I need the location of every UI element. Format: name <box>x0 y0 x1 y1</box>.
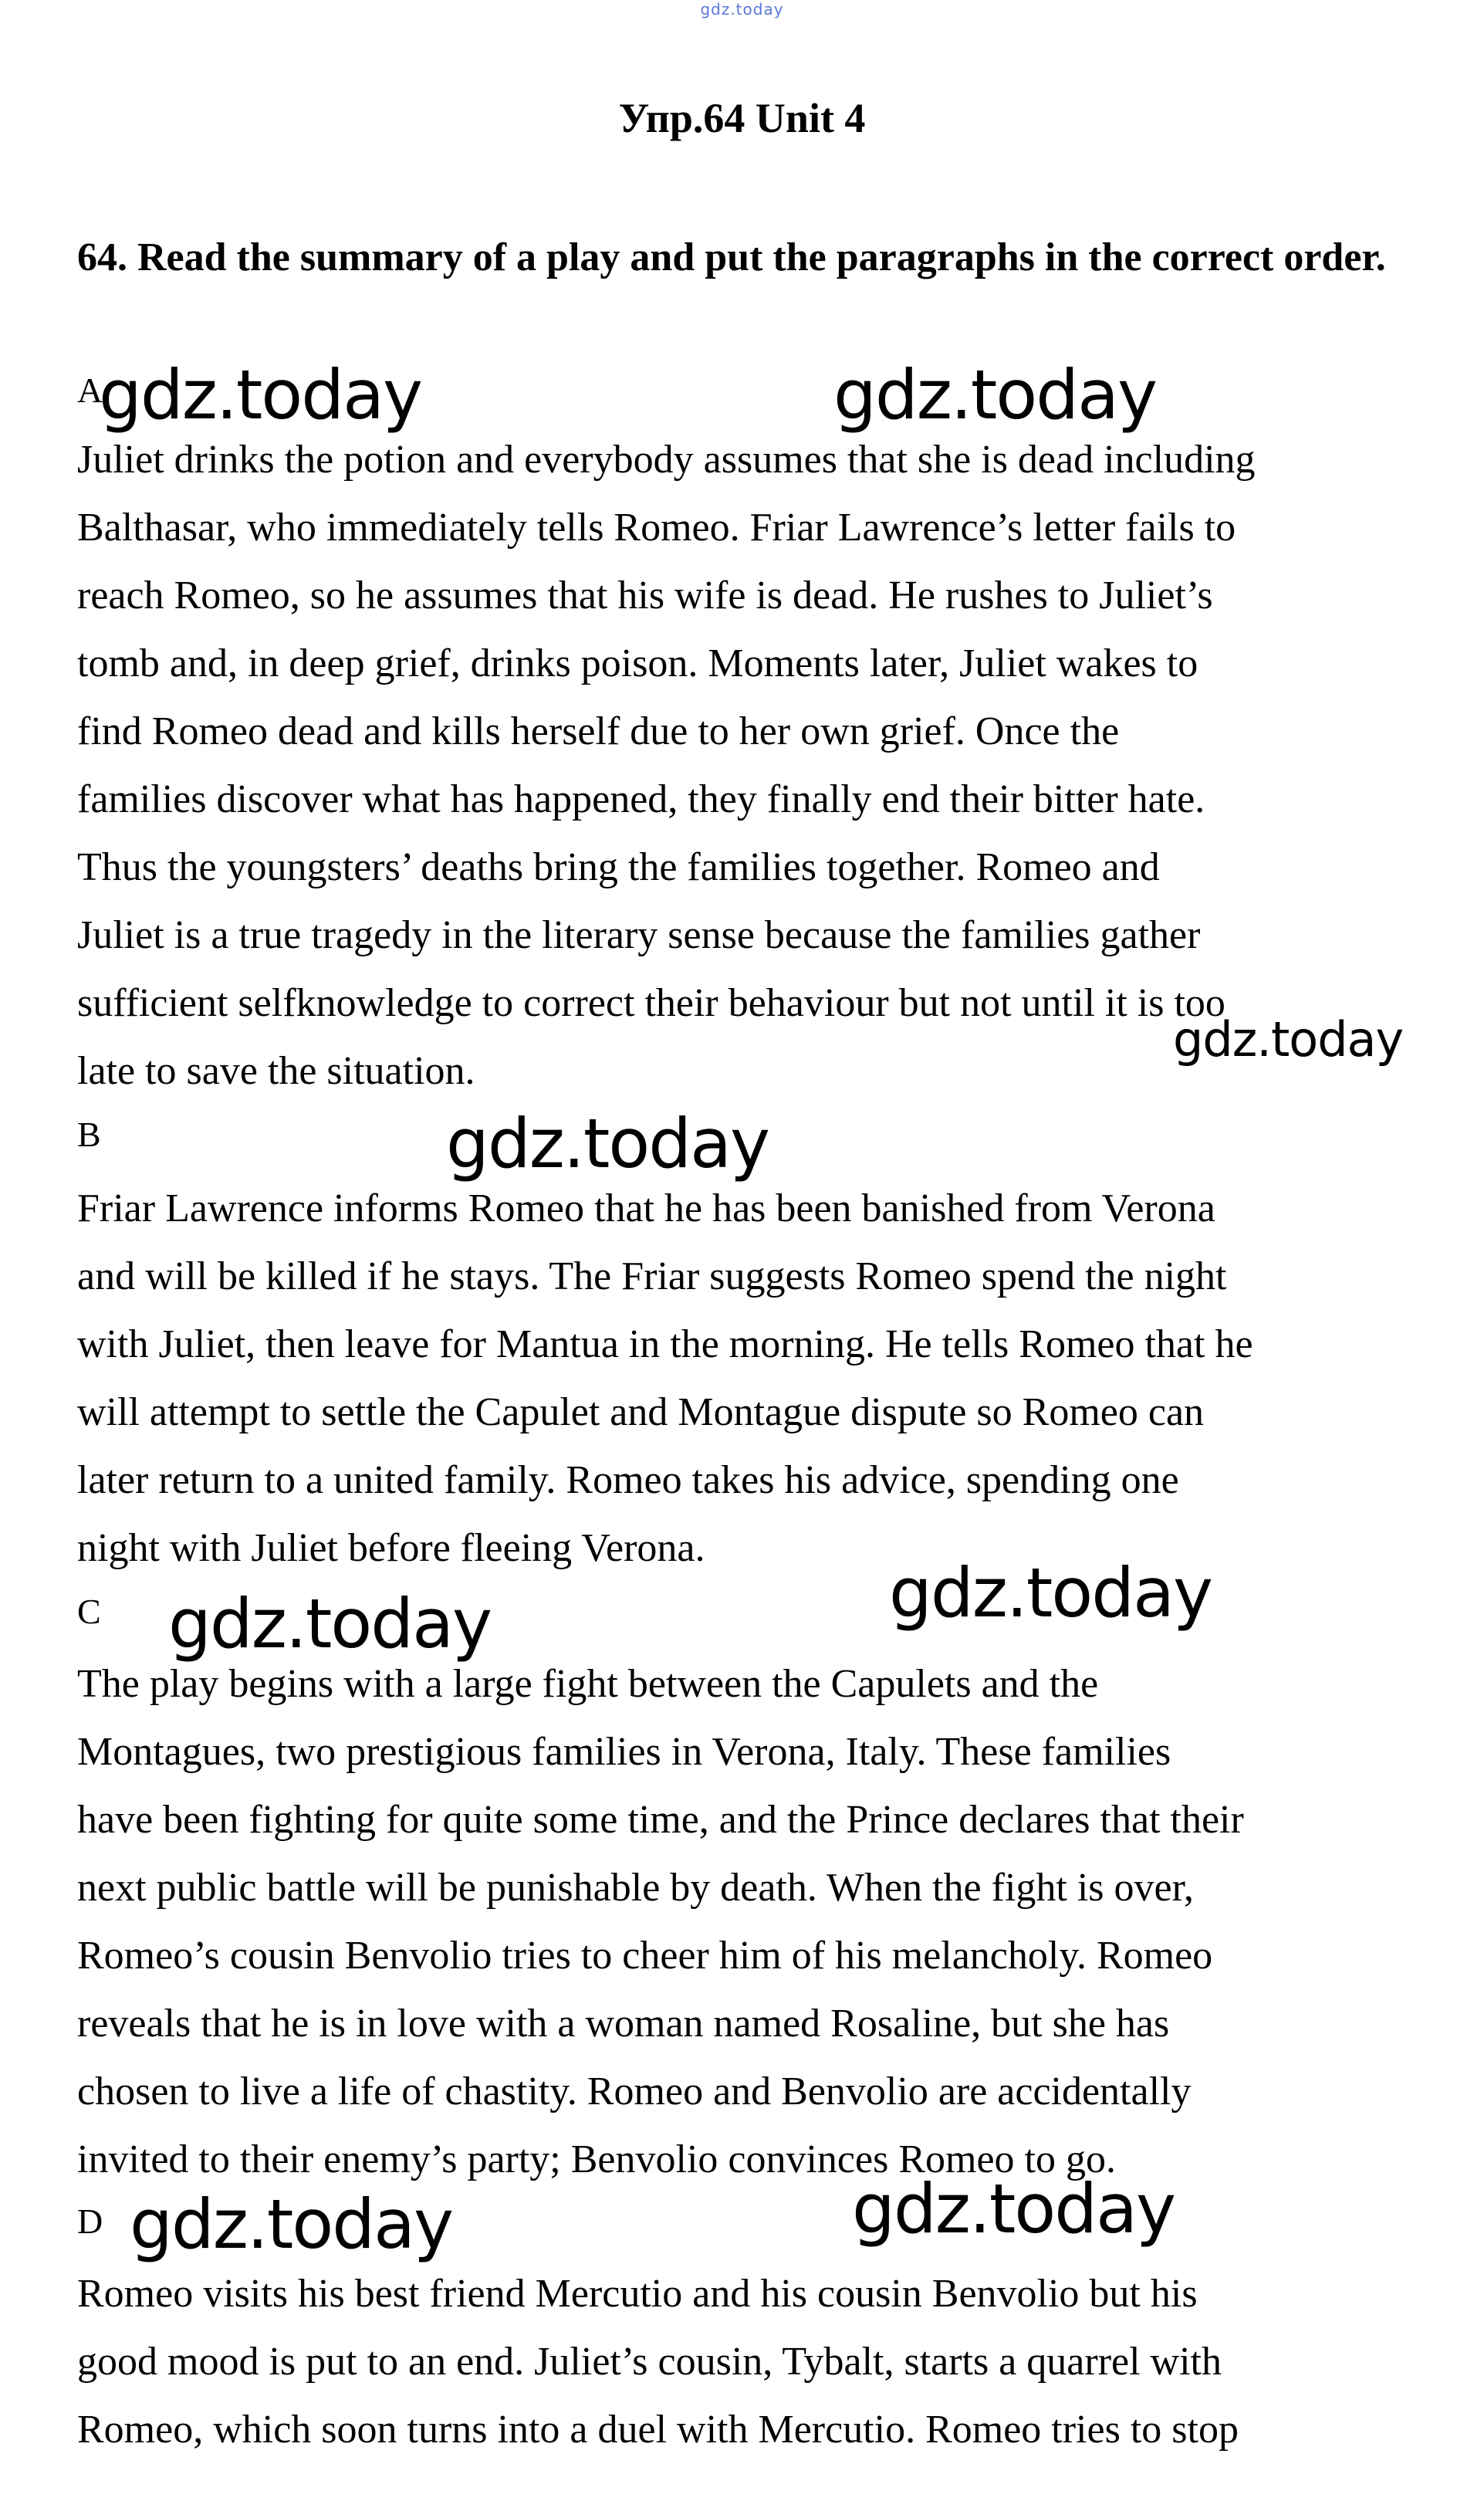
paragraph-line: with Juliet, then leave for Mantua in the morning. He tells Romeo that he <box>77 1322 1253 1366</box>
paragraph-line: night with Juliet before fleeing Verona. <box>77 1526 705 1570</box>
paragraph-c <box>77 1650 1435 2194</box>
paragraph-line: good mood is put to an end. Juliet’s cousin, Tybalt, starts a quarrel with <box>77 2340 1222 2384</box>
paragraph-line: The play begins with a large fight between the Capulets and the <box>77 1662 1099 1706</box>
paragraph-line: have been fighting for quite some time, and the Prince declares that their <box>77 1798 1244 1842</box>
paragraph-letter-c: C <box>77 1592 101 1631</box>
paragraph-d <box>77 2260 1435 2464</box>
paragraph-line: Romeo, which soon turns into a duel with Mercutio. Romeo tries to stop <box>77 2408 1239 2452</box>
paragraph-line: Juliet is a true tragedy in the literary sense because the families gather <box>77 913 1201 957</box>
paragraph-line: Thus the youngsters’ deaths bring the families together. Romeo and <box>77 845 1160 889</box>
site-label: gdz.today <box>700 0 784 19</box>
paragraph-line: Montagues, two prestigious families in Verona, Italy. These families <box>77 1730 1171 1774</box>
watermark: gdz.today <box>889 1553 1212 1633</box>
paragraph-line: next public battle will be punishable by death. When the fight is over, <box>77 1866 1194 1910</box>
paragraph-line: families discover what has happened, they finally end their bitter hate. <box>77 777 1205 821</box>
paragraph-line: reveals that he is in love with a woman named Rosaline, but she has <box>77 2002 1170 2046</box>
paragraph-line: find Romeo dead and kills herself due to her own grief. Once the <box>77 709 1120 753</box>
paragraph-line: will attempt to settle the Capulet and Montague dispute so Romeo can <box>77 1390 1205 1434</box>
paragraph-line: later return to a united family. Romeo takes his advice, spending one <box>77 1458 1179 1502</box>
paragraph-line: Friar Lawrence informs Romeo that he has been banished from Verona <box>77 1186 1215 1230</box>
watermark: gdz.today <box>130 2185 453 2264</box>
watermark: gdz.today <box>1173 1011 1404 1068</box>
watermark: gdz.today <box>168 1584 492 1663</box>
paragraph-line: and will be killed if he stays. The Friar suggests Romeo spend the night <box>77 1254 1227 1298</box>
paragraph-line: chosen to live a life of chastity. Romeo and Benvolio are accidentally <box>77 2070 1192 2114</box>
watermark: gdz.today <box>446 1104 769 1183</box>
paragraph-letter-a: A <box>77 371 103 410</box>
paragraph-line: Balthasar, who immediately tells Romeo. Friar Lawrence’s letter fails to <box>77 506 1236 550</box>
task-instruction: 64. Read the summary of a play and put the paragraphs in the correct order. <box>77 235 1386 279</box>
paragraph-line: tomb and, in deep grief, drinks poison. Moments later, Juliet wakes to <box>77 641 1198 685</box>
paragraph-line: Romeo visits his best friend Mercutio and his cousin Benvolio but his <box>77 2272 1198 2316</box>
page-title: Упр.64 Unit 4 <box>618 95 866 141</box>
paragraph-line: Juliet drinks the potion and everybody assumes that she is dead including <box>77 438 1256 482</box>
paragraph-a <box>77 426 1435 1105</box>
watermark: gdz.today <box>852 2169 1175 2249</box>
watermark: gdz.today <box>833 355 1157 435</box>
paragraph-line: Romeo’s cousin Benvolio tries to cheer him of his melancholy. Romeo <box>77 1934 1213 1978</box>
paragraph-b <box>77 1175 1435 1582</box>
paragraph-line: reach Romeo, so he assumes that his wife is dead. He rushes to Juliet’s <box>77 574 1213 618</box>
paragraph-line: invited to their enemy’s party; Benvolio convinces Romeo to go. <box>77 2137 1116 2181</box>
paragraph-line: late to save the situation. <box>77 1049 475 1093</box>
paragraph-letter-b: B <box>77 1115 101 1154</box>
paragraph-line: sufficient selfknowledge to correct their behaviour but not until it is too <box>77 981 1225 1025</box>
paragraph-letter-d: D <box>77 2202 103 2241</box>
watermark: gdz.today <box>99 355 422 435</box>
